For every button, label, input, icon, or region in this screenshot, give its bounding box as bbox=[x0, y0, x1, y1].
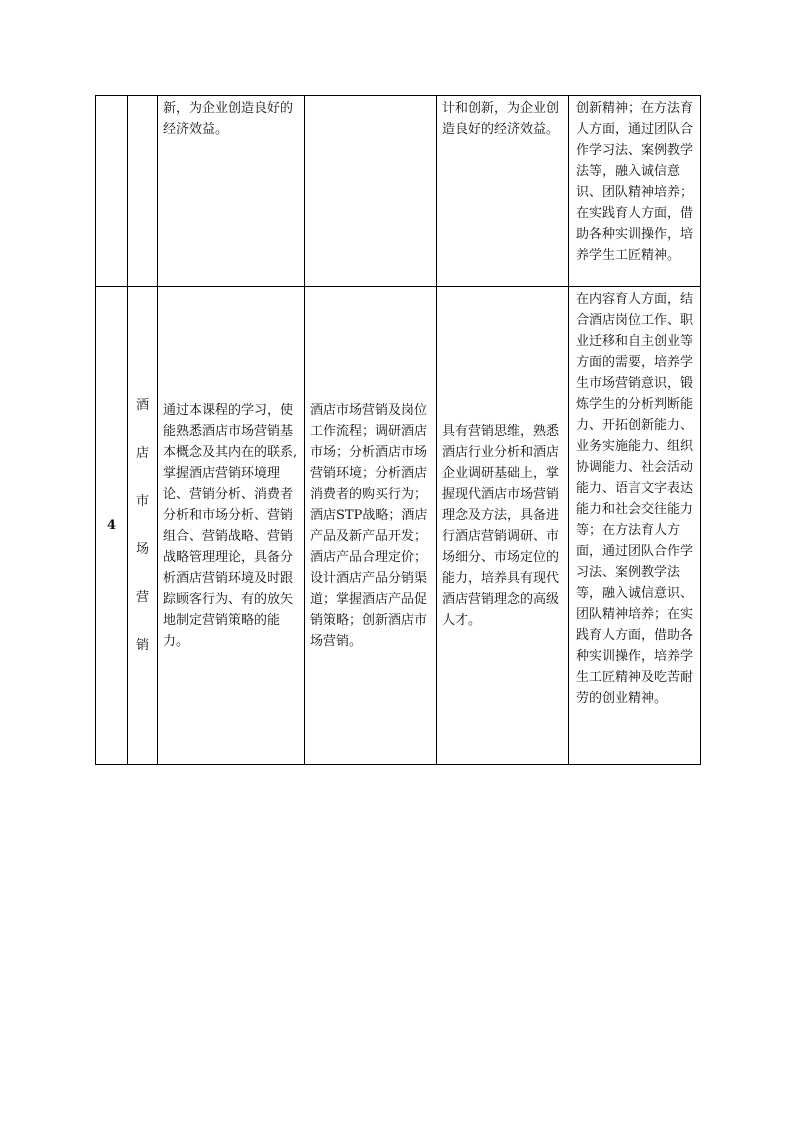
course-name-char: 市 bbox=[135, 493, 149, 509]
cell-course-education: 在内容育人方面，结合酒店岗位工作、职业迁移和自主创业等方面的需要，培养学生市场营销意识，锻炼学生的分析判断能力、开拓创新能力、业务实施能力、组织协调能力、社会活动能力、语言文字表达能力和社会交往能力等；在方法育人方面，通过团队合作学习法、案例教学法等，融入诚信意识、团队精神培养；在实践育人方面，借助各种实训操作，培养学生工匠精神及吃苦耐劳的创业精神。 bbox=[569, 287, 701, 765]
course-table bbox=[95, 95, 701, 765]
cell-course-no bbox=[96, 96, 128, 287]
cell-course-content: 酒店市场营销及岗位工作流程；调研酒店市场；分析酒店市场营销环境；分析酒店消费者的购买行为；酒店STP战略；酒店产品及新产品开发；酒店产品合理定价；设计酒店产品分销渠道；掌握酒店产品促销策略；创新酒店市场营销。 bbox=[305, 287, 437, 765]
cell-course-name bbox=[128, 96, 158, 287]
table-row-continued bbox=[96, 96, 701, 287]
cell-course-education: 创新精神；在方法育人方面，通过团队合作学习法、案例教学法等，融入诚信意识、团队精神培养；在实践育人方面，借助各种实训操作，培养学生工匠精神。 bbox=[569, 96, 701, 287]
cell-course-no: 4 bbox=[96, 287, 128, 765]
course-name-char: 销 bbox=[135, 637, 149, 653]
cell-course-name bbox=[128, 287, 158, 765]
course-name-char: 酒 bbox=[135, 397, 149, 413]
cell-course-goal: 通过本课程的学习，使能熟悉酒店市场营销基本概念及其内在的联系,掌握酒店营销环境理论、营销分析、消费者分析和市场分析、营销组合、营销战略、营销战略管理理论，具备分析酒店营销环境及时跟踪顾客行为、有的放矢地制定营销策略的能力。 bbox=[158, 287, 305, 765]
course-name-char: 店 bbox=[135, 445, 149, 461]
cell-course-requirement: 计和创新，为企业创造良好的经济效益。 bbox=[437, 96, 569, 287]
course-name-char: 营 bbox=[135, 589, 149, 605]
cell-course-requirement: 具有营销思维，熟悉酒店行业分析和酒店企业调研基础上，掌握现代酒店市场营销理念及方法，具备进行酒店营销调研、市场细分、市场定位的能力，培养具有现代酒店营销理念的高级人才。 bbox=[437, 287, 569, 765]
cell-course-goal: 新，为企业创造良好的经济效益。 bbox=[158, 96, 305, 287]
cell-course-content bbox=[305, 96, 437, 287]
table-row-course-4 bbox=[96, 287, 701, 765]
course-name-char: 场 bbox=[135, 541, 149, 557]
